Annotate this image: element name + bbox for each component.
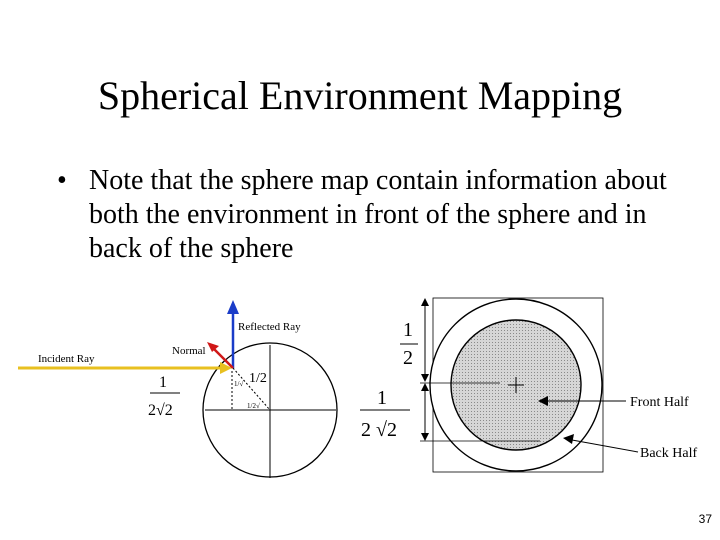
small-label-bottom: 1/2√: [247, 402, 260, 410]
dimension-arrow-top-up: [421, 298, 429, 306]
bullet-marker: •: [57, 165, 67, 196]
dimension-top-numerator: 1: [403, 319, 413, 341]
back-half-label: Back Half: [640, 446, 698, 461]
incident-ray-label: Incident Ray: [38, 353, 95, 365]
dimension-bottom-numerator: 1: [377, 387, 387, 409]
reflection-diagram: [18, 300, 337, 478]
page-number: 37: [698, 512, 712, 526]
reflected-ray-label: Reflected Ray: [238, 321, 301, 333]
small-label-top: 1/√: [234, 380, 244, 388]
fraction-right-label: 1/2: [249, 371, 267, 386]
back-half-pointer: [572, 440, 638, 452]
normal-label: Normal: [172, 345, 206, 357]
reflected-ray-arrowhead: [227, 300, 239, 314]
bullet-text: Note that the sphere map contain information about both the environment in front of the sphere and in back of the sphere: [89, 165, 667, 264]
dimension-arrow-bottom-up: [421, 383, 429, 391]
sphere-map-diagram: [360, 298, 697, 472]
fraction-left-numerator: 1: [159, 374, 167, 391]
dimension-bottom-denominator: 2 √2: [361, 419, 397, 441]
dimension-arrow-top-down: [421, 374, 429, 382]
dimension-top-denominator: 2: [403, 347, 413, 369]
fraction-left-denominator: 2√2: [148, 402, 173, 419]
dimension-arrow-bottom-down: [421, 433, 429, 441]
front-half-label: Front Half: [630, 395, 689, 410]
slide-title: Spherical Environment Mapping: [97, 73, 623, 118]
